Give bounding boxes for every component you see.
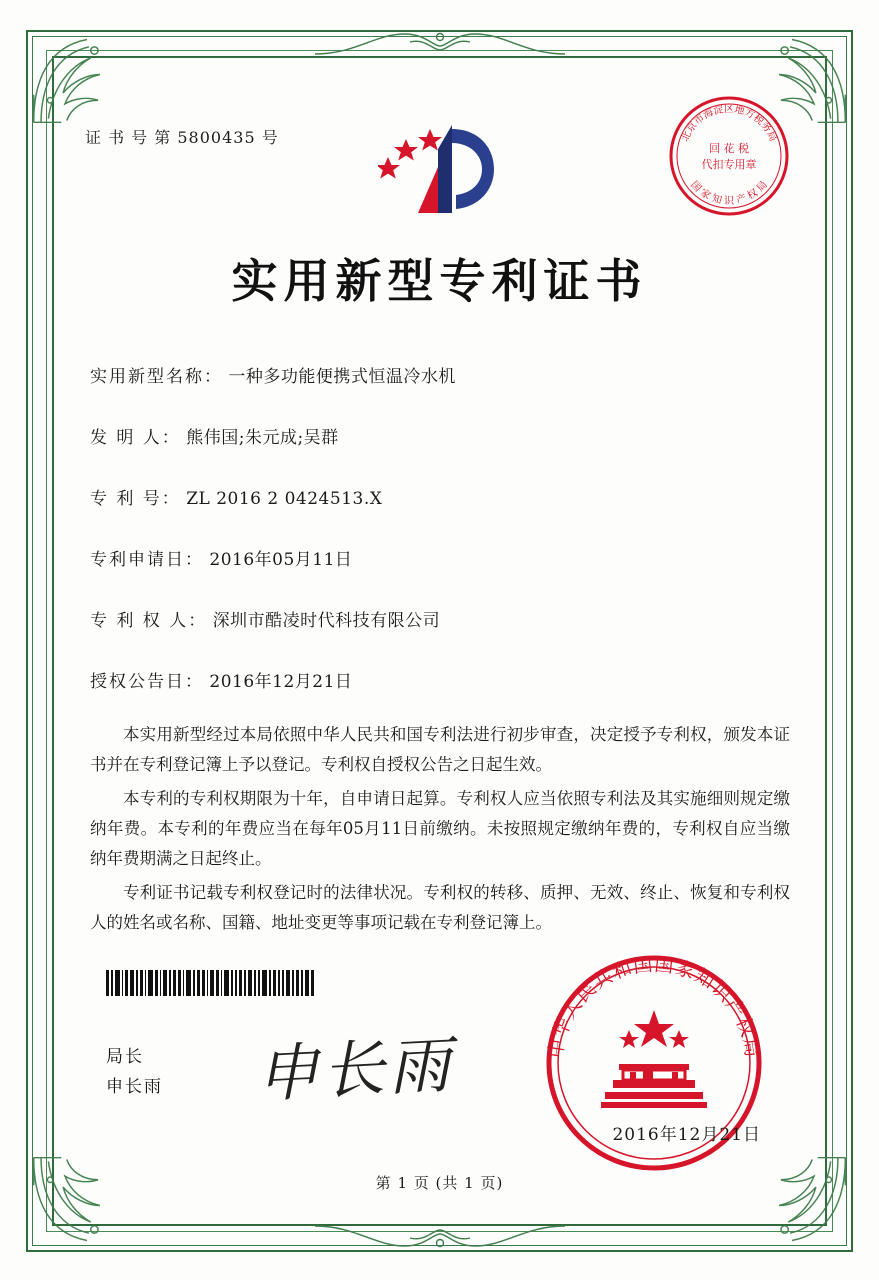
svg-text:北京市海淀区地方税务局: 北京市海淀区地方税务局 (679, 104, 779, 144)
field-label: 专 利 号： (90, 489, 181, 509)
signature-block (106, 1042, 163, 1102)
signature-name: 申长雨 (106, 1077, 163, 1097)
field-label: 实用新型名称： (90, 367, 223, 387)
signature-role: 局长 (106, 1047, 144, 1067)
field-label: 授权公告日： (90, 672, 204, 692)
field-row (90, 606, 790, 631)
legal-paragraph: 本实用新型经过本局依照中华人民共和国专利法进行初步审查，决定授予专利权，颁发本证书并在专利登记簿上予以登记。专利权自授权公告之日起生效。 (90, 725, 790, 774)
certificate-number-label: 证 书 号 第 (85, 128, 172, 147)
field-value: 深圳市酷凌时代科技有限公司 (212, 611, 441, 631)
svg-text:中华人民共和国国家知识产权局: 中华人民共和国国家知识产权局 (544, 953, 764, 1060)
field-value: ZL 2016 2 0424513.X (186, 489, 383, 509)
field-row (90, 423, 790, 448)
svg-text:回 花 税: 回 花 税 (709, 142, 749, 155)
certificate-content (78, 90, 801, 1190)
field-list (90, 362, 790, 728)
top-edge-ornament-icon (315, 28, 565, 58)
page-title: 实用新型专利证书 (231, 254, 648, 308)
field-value: 2016年05月11日 (209, 550, 353, 570)
certificate-number-value: 5800435 (177, 128, 256, 147)
field-value: 熊伟国;朱元成;吴群 (186, 428, 339, 448)
legal-paragraph: 本专利的专利权期限为十年，自申请日起算。专利权人应当依照专利法及其实施细则规定缴纳年费。本专利的年费应当在每年05月11日前缴纳。未按照规定缴纳年费的，专利权自应当缴纳年费期满之日起终止。 (90, 789, 790, 868)
svg-text:代扣专用章: 代扣专用章 (701, 158, 757, 171)
field-row (90, 362, 790, 387)
svg-text:国 家 知 识 产 权 局: 国 家 知 识 产 权 局 (688, 179, 770, 207)
legal-text (90, 720, 790, 942)
field-label: 专利申请日： (90, 550, 204, 570)
certificate-number-suffix: 号 (261, 128, 279, 147)
barcode (106, 970, 316, 996)
field-row (90, 545, 790, 570)
field-row (90, 484, 790, 509)
issue-date: 2016年12月21日 (612, 1125, 761, 1145)
legal-paragraph: 专利证书记载专利权登记时的法律状况。专利权的转移、质押、无效、终止、恢复和专利权人的姓名或名称、国籍、地址变更等事项记载在专利登记簿上。 (90, 883, 790, 932)
field-value: 2016年12月21日 (209, 672, 353, 692)
field-label: 专 利 权 人： (90, 611, 208, 631)
field-label: 发 明 人： (90, 428, 181, 448)
tax-office-seal (665, 92, 793, 220)
page-footer: 第 1 页 (共 1 页) (375, 1174, 504, 1192)
field-row (90, 667, 790, 692)
cnipa-logo-icon (378, 115, 508, 225)
certificate-number (85, 125, 279, 148)
field-value: 一种多功能便携式恒温冷水机 (228, 367, 456, 387)
bottom-edge-ornament-icon (315, 1222, 565, 1252)
handwritten-signature: 申长雨 (254, 1027, 457, 1112)
